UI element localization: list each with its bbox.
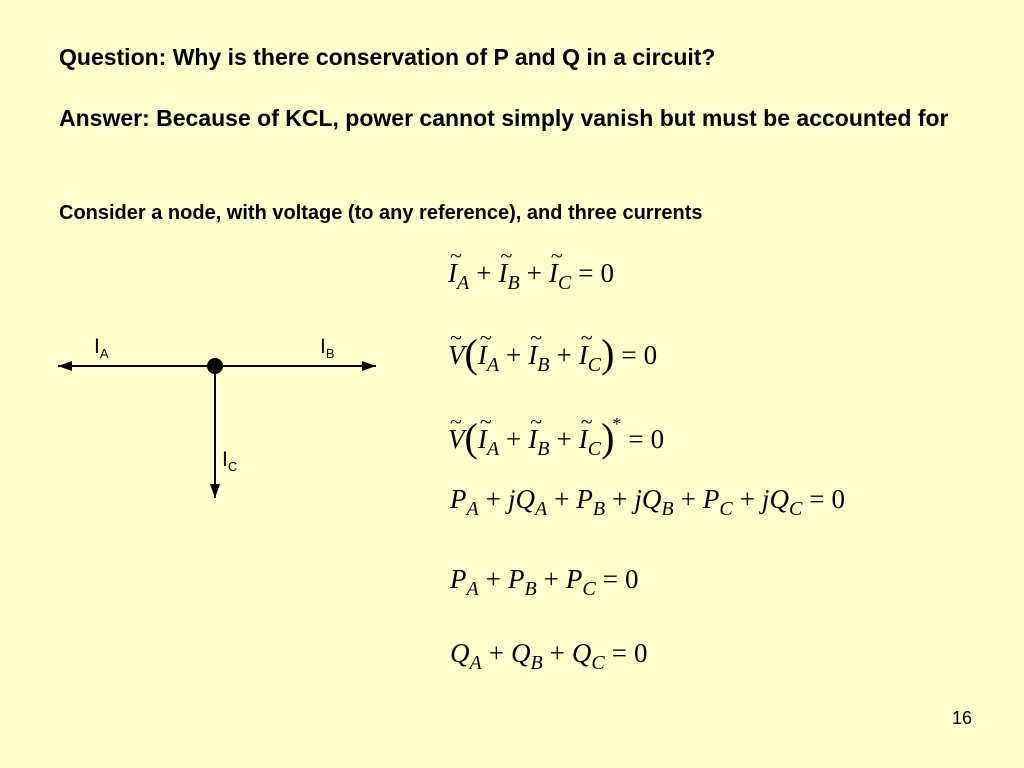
current-label-c: $I_C$ <box>222 448 238 474</box>
arrow-a-head <box>58 361 72 371</box>
arrow-b-head <box>362 361 376 371</box>
page-number: 16 <box>952 708 973 728</box>
equation-v-times-kcl-conjugate: ~ V(~ $I_A$ +~ $I_B$ +~ $I_C)^* = 0$ <box>448 414 664 461</box>
current-label-a: $I_A$ <box>94 335 109 361</box>
equation-reactive-power-sum: $Q_A + Q_B + Q_C = 0$ <box>450 638 648 674</box>
consider-text: Consider a node, with voltage (to any reference), and three currents <box>59 202 703 224</box>
equation-real-power-sum: $P_A + P_B + P_C = 0$ <box>450 564 639 600</box>
current-label-b: $I_B$ <box>320 335 335 361</box>
question-text: Question: Why is there conservation of P and Q in a circuit? <box>59 44 716 70</box>
equation-v-times-kcl: ~ V(~ $I_A$ +~ $I_B$ +~ $I_C) = 0$ <box>448 340 657 377</box>
arrow-c-head <box>210 484 220 498</box>
node-dot <box>207 358 223 374</box>
equation-complex-power-sum: $P_A + jQ_A + P_B + jQ_B + P_C + jQ_C = 0$ <box>450 484 846 520</box>
answer-text: Answer: Because of KCL, power cannot simply vanish but must be accounted for <box>59 105 949 131</box>
equation-kcl: ~ $I_A$ +~ $I_B$ +~ $I_C = 0$ <box>448 258 614 295</box>
